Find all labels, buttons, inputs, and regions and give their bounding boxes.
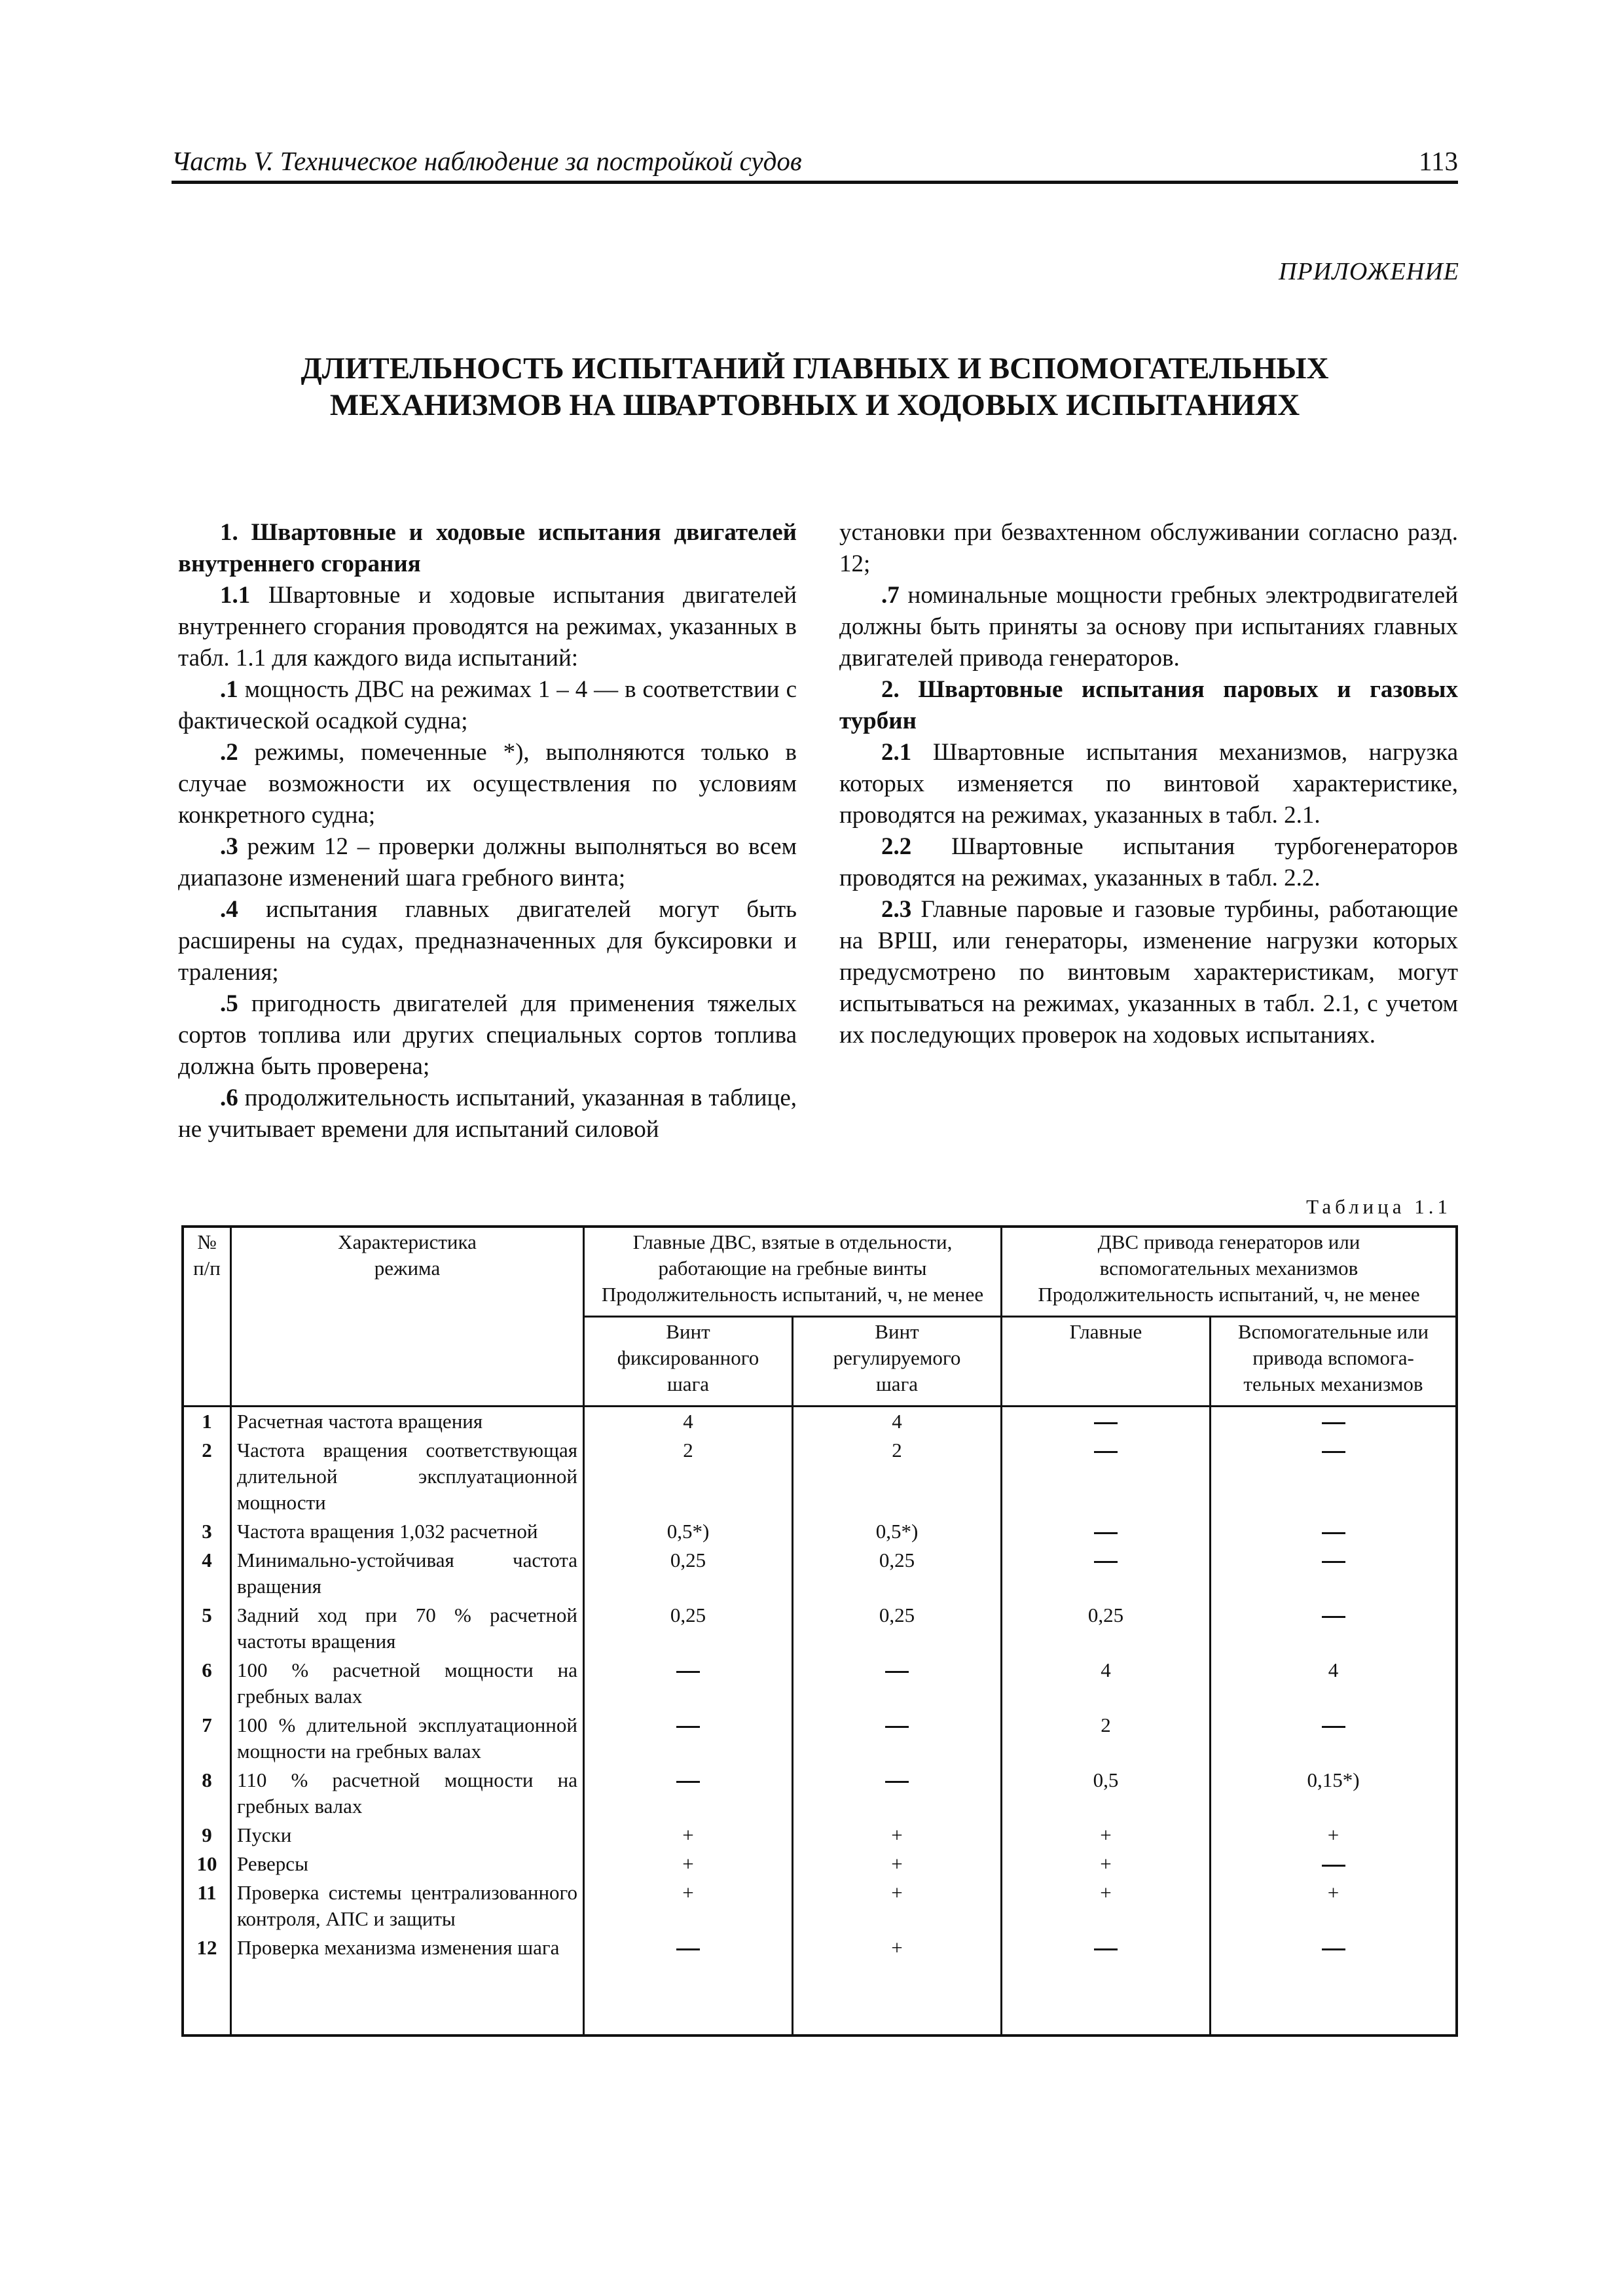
cell-value: 4: [793, 1407, 1002, 1437]
row-number: 10: [183, 1850, 231, 1878]
paragraph: [839, 831, 1458, 894]
cell-value: +: [793, 1821, 1002, 1850]
clause-number: .5: [220, 990, 238, 1017]
test-duration-table: [181, 1225, 1458, 2037]
dash-mark: [885, 1781, 909, 1783]
section-1-heading: 1. Швартовные и ходовые испытания двигателей внутреннего сгорания: [178, 519, 797, 577]
clause-number: .4: [220, 896, 238, 923]
dash-mark: [1094, 1532, 1118, 1534]
paragraph-continuation: установки при безвахтенном обслуживании согласно разд. 12;: [839, 519, 1458, 577]
dash-mark: [1322, 1948, 1345, 1950]
paragraph: [178, 894, 797, 988]
table-row: [183, 1436, 1457, 1517]
cell-value: [1002, 1407, 1211, 1437]
paragraph: [178, 737, 797, 831]
clause-number: .2: [220, 739, 238, 766]
row-number: 11: [183, 1878, 231, 1933]
cell-value: 0,5*): [793, 1517, 1002, 1546]
row-number: 1: [183, 1407, 231, 1437]
cell-value: +: [793, 1933, 1002, 2036]
paragraph: [178, 988, 797, 1083]
row-characteristic: Частота вращения 1,032 расчетной: [231, 1517, 584, 1546]
cell-value: +: [584, 1850, 793, 1878]
cell-value: 0,25: [793, 1601, 1002, 1656]
cell-value: [1211, 1517, 1457, 1546]
row-number: 8: [183, 1766, 231, 1821]
clause-number: 2.2: [881, 833, 912, 860]
cell-value: +: [1002, 1878, 1211, 1933]
cell-value: [1211, 1546, 1457, 1601]
paragraph-text: испытания главных двигателей могут быть расширены на судах, предназначенных для буксировки и траления;: [178, 896, 797, 986]
cell-value: [1211, 1407, 1457, 1437]
table-row: [183, 1601, 1457, 1656]
cell-value: [1002, 1436, 1211, 1517]
main-title-line-1: ДЛИТЕЛЬНОСТЬ ИСПЫТАНИЙ ГЛАВНЫХ И ВСПОМОГАТЕЛЬНЫХ: [301, 351, 1329, 386]
table-body: [183, 1407, 1457, 2036]
table-row: [183, 1850, 1457, 1878]
table-row: [183, 1878, 1457, 1933]
header-aux-engines: ДВС привода генераторов или вспомогательных механизмов Продолжительность испытаний, ч, не менее: [1002, 1227, 1457, 1317]
cell-value: [1002, 1546, 1211, 1601]
paragraph-text: Швартовные испытания турбогенераторов проводятся на режимах, указанных в табл. 2.2.: [839, 833, 1458, 891]
row-characteristic: Частота вращения соответствующая длительной эксплуатационной мощности: [231, 1436, 584, 1517]
clause-number: .6: [220, 1085, 238, 1111]
cell-value: 0,25: [793, 1546, 1002, 1601]
paragraph: [178, 831, 797, 894]
clause-number: 1.1: [220, 582, 251, 609]
row-characteristic: Реверсы: [231, 1850, 584, 1878]
clause-number: .7: [881, 582, 900, 609]
paragraph-text: мощность ДВС на режимах 1 – 4 — в соответствии с фактической осадкой судна;: [178, 676, 797, 734]
row-characteristic: 100 % длительной эксплуатационной мощности на гребных валах: [231, 1711, 584, 1766]
dash-mark: [885, 1726, 909, 1728]
main-title: [172, 350, 1458, 423]
row-number: 6: [183, 1656, 231, 1711]
dash-mark: [1094, 1422, 1118, 1424]
dash-mark: [1094, 1561, 1118, 1563]
cell-value: 2: [793, 1436, 1002, 1517]
dash-mark: [1094, 1451, 1118, 1453]
table-row: [183, 1656, 1457, 1711]
header-characteristic: Характеристика режима: [231, 1227, 584, 1407]
cell-value: 2: [584, 1436, 793, 1517]
cell-value: [584, 1656, 793, 1711]
cell-value: [1211, 1601, 1457, 1656]
paragraph-text: пригодность двигателей для применения тяжелых сортов топлива или других специальных сортов топлива должна быть проверена;: [178, 990, 797, 1080]
cell-value: 0,5*): [584, 1517, 793, 1546]
paragraph: [839, 580, 1458, 674]
clause-number: 2.3: [881, 896, 912, 923]
table-row: [183, 1933, 1457, 2036]
running-title: Часть V. Техническое наблюдение за постройкой судов: [172, 146, 802, 176]
cell-value: [584, 1711, 793, 1766]
table-row: [183, 1517, 1457, 1546]
dash-mark: [1322, 1532, 1345, 1534]
cell-value: 0,15*): [1211, 1766, 1457, 1821]
row-characteristic: Пуски: [231, 1821, 584, 1850]
dash-mark: [676, 1726, 700, 1728]
cell-value: [1002, 1517, 1211, 1546]
table-row: [183, 1407, 1457, 1437]
paragraph-text: продолжительность испытаний, указанная в таблице, не учитывает времени для испытаний силовой: [178, 1085, 797, 1143]
dash-mark: [1094, 1948, 1118, 1950]
dash-mark: [1322, 1451, 1345, 1453]
cell-value: +: [793, 1850, 1002, 1878]
paragraph: [178, 1083, 797, 1145]
cell-value: [793, 1656, 1002, 1711]
right-column: [839, 517, 1458, 1051]
left-column: [178, 517, 797, 1145]
row-number: 9: [183, 1821, 231, 1850]
header-main: Главные: [1002, 1317, 1211, 1407]
cell-value: 0,25: [1002, 1601, 1211, 1656]
cell-value: 0,25: [584, 1546, 793, 1601]
page-number: 113: [1419, 146, 1458, 176]
paragraph-text: режимы, помеченные *), выполняются только в случае возможности их осуществления по условиям конкретного судна;: [178, 739, 797, 829]
dash-mark: [1322, 1561, 1345, 1563]
dash-mark: [1322, 1865, 1345, 1867]
row-number: 3: [183, 1517, 231, 1546]
row-characteristic: Проверка системы централизованного контроля, АПС и защиты: [231, 1878, 584, 1933]
table-caption: Таблица 1.1: [1306, 1195, 1451, 1218]
appendix-label: ПРИЛОЖЕНИЕ: [1279, 258, 1459, 285]
row-characteristic: 100 % расчетной мощности на гребных валах: [231, 1656, 584, 1711]
section-2-heading: 2. Швартовные испытания паровых и газовых турбин: [839, 676, 1458, 734]
header-auxiliary: Вспомогательные или привода вспомога- тельных механизмов: [1211, 1317, 1457, 1407]
row-number: 7: [183, 1711, 231, 1766]
header-fixed-pitch: Винт фиксированного шага: [584, 1317, 793, 1407]
table-row: [183, 1821, 1457, 1850]
paragraph: [178, 674, 797, 737]
row-characteristic: Минимально-устойчивая частота вращения: [231, 1546, 584, 1601]
cell-value: +: [584, 1821, 793, 1850]
paragraph: [839, 737, 1458, 831]
clause-number: .1: [220, 676, 238, 703]
cell-value: 4: [584, 1407, 793, 1437]
dash-mark: [1322, 1726, 1345, 1728]
cell-value: +: [793, 1878, 1002, 1933]
cell-value: [793, 1711, 1002, 1766]
cell-value: [584, 1933, 793, 2036]
paragraph: [178, 580, 797, 674]
cell-value: +: [1211, 1821, 1457, 1850]
table-row: [183, 1711, 1457, 1766]
dash-mark: [1322, 1616, 1345, 1618]
paragraph-text: Швартовные и ходовые испытания двигателей внутреннего сгорания проводятся на режимах, указанных в табл. 1.1 для каждого вида испытаний:: [178, 582, 797, 672]
cell-value: 0,5: [1002, 1766, 1211, 1821]
row-number: 4: [183, 1546, 231, 1601]
dash-mark: [676, 1948, 700, 1950]
table-row: [183, 1546, 1457, 1601]
clause-number: 2.1: [881, 739, 912, 766]
dash-mark: [676, 1671, 700, 1673]
cell-value: [1211, 1850, 1457, 1878]
paragraph-text: режим 12 – проверки должны выполняться во всем диапазоне изменений шага гребного винта;: [178, 833, 797, 891]
header-main-engines: Главные ДВС, взятые в отдельности, работающие на гребные винты Продолжительность испытаний, ч, не менее: [584, 1227, 1002, 1317]
row-characteristic: Проверка механизма изменения шага: [231, 1933, 584, 2036]
cell-value: [1211, 1436, 1457, 1517]
cell-value: +: [1211, 1878, 1457, 1933]
cell-value: 4: [1002, 1656, 1211, 1711]
header-number: № п/п: [183, 1227, 231, 1407]
paragraph-text: Швартовные испытания механизмов, нагрузка которых изменяется по винтовой характеристике, проводятся на режимах, указанных в табл. 2.1.: [839, 739, 1458, 829]
clause-number: .3: [220, 833, 238, 860]
row-number: 5: [183, 1601, 231, 1656]
dash-mark: [1322, 1422, 1345, 1424]
row-characteristic: Задний ход при 70 % расчетной частоты вращения: [231, 1601, 584, 1656]
table-row: [183, 1766, 1457, 1821]
cell-value: [1211, 1711, 1457, 1766]
row-characteristic: Расчетная частота вращения: [231, 1407, 584, 1437]
cell-value: +: [1002, 1821, 1211, 1850]
cell-value: +: [1002, 1850, 1211, 1878]
row-number: 12: [183, 1933, 231, 2036]
cell-value: 4: [1211, 1656, 1457, 1711]
cell-value: [1002, 1933, 1211, 2036]
dash-mark: [676, 1781, 700, 1783]
paragraph-text: номинальные мощности гребных электродвигателей должны быть приняты за основу при испытаниях главных двигателей привода генераторов.: [839, 582, 1458, 672]
cell-value: [1211, 1933, 1457, 2036]
cell-value: 2: [1002, 1711, 1211, 1766]
paragraph-text: Главные паровые и газовые турбины, работающие на ВРШ, или генераторы, изменение нагрузки которых предусмотрено по винтовым характеристикам, могут испытываться на режимах, указанных в табл. 2.1, с учетом их последующих проверок на ходовых испытаниях.: [839, 896, 1458, 1049]
cell-value: [584, 1766, 793, 1821]
running-header: [172, 143, 1458, 184]
main-title-line-2: МЕХАНИЗМОВ НА ШВАРТОВНЫХ И ХОДОВЫХ ИСПЫТАНИЯХ: [329, 388, 1300, 422]
row-characteristic: 110 % расчетной мощности на гребных валах: [231, 1766, 584, 1821]
paragraph: [839, 894, 1458, 1051]
row-number: 2: [183, 1436, 231, 1517]
cell-value: +: [584, 1878, 793, 1933]
cell-value: 0,25: [584, 1601, 793, 1656]
cell-value: [793, 1766, 1002, 1821]
header-controllable-pitch: Винт регулируемого шага: [793, 1317, 1002, 1407]
dash-mark: [885, 1671, 909, 1673]
